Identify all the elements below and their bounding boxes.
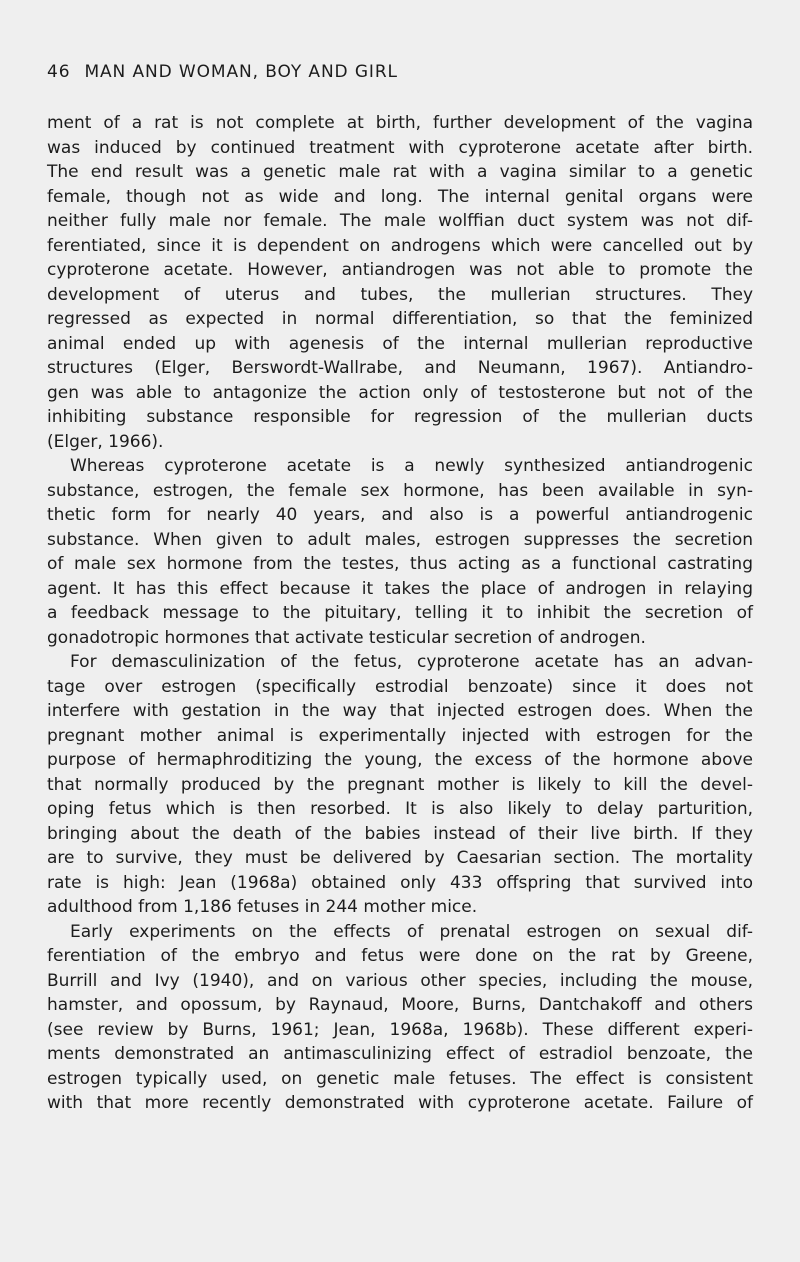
text-line: agent. It has this effect because it takes the place of androgen in relaying [47,578,753,599]
page-number: 46 [47,62,71,82]
text-line: substance, estrogen, the female sex hormone, has been available in syn- [47,480,753,501]
paragraph [47,650,753,920]
text-line: development of uterus and tubes, the mullerian structures. They [47,284,753,305]
text-line: that normally produced by the pregnant mother is likely to kill the devel- [47,774,753,795]
body-text [47,111,753,1116]
text-line: with that more recently demonstrated with cyproterone acetate. Failure of [47,1093,753,1113]
text-line: a feedback message to the pituitary, telling it to inhibit the secretion of [47,603,753,623]
text-line: female, though not as wide and long. The internal genital organs were [47,186,753,207]
text-line: regressed as expected in normal differentiation, so that the feminized [47,309,753,329]
text-line: Burrill and Ivy (1940), and on various other species, including the mouse, [47,970,753,991]
text-line: inhibiting substance responsible for regression of the mullerian ducts [47,407,753,427]
text-line: estrogen typically used, on genetic male fetuses. The effect is consistent [47,1068,753,1089]
text-line: animal ended up with agenesis of the internal mullerian reproductive [47,333,753,354]
text-line: are to survive, they must be delivered by Caesarian section. The mortality [47,848,753,868]
text-line: thetic form for nearly 40 years, and also is a powerful antiandrogenic [47,505,753,525]
paragraph [47,111,753,454]
text-line: oping fetus which is then resorbed. It is also likely to delay parturition, [47,799,753,819]
running-head [47,62,398,82]
text-line: For demasculinization of the fetus, cyproterone acetate has an advan- [70,652,753,672]
text-line: tage over estrogen (specifically estrodial benzoate) since it does not [47,676,753,697]
text-line: ferentiated, since it is dependent on androgens which were cancelled out by [47,235,753,256]
paragraph [47,920,753,1116]
text-line: ments demonstrated an antimasculinizing effect of estradiol benzoate, the [47,1044,753,1064]
text-line: substance. When given to adult males, estrogen suppresses the secretion [47,529,753,550]
text-line: purpose of hermaphroditizing the young, the excess of the hormone above [47,750,753,770]
text-line: Whereas cyproterone acetate is a newly synthesized antiandrogenic [70,456,753,476]
text-line: hamster, and opossum, by Raynaud, Moore, Burns, Dantchakoff and others [47,995,753,1015]
text-line: rate is high: Jean (1968a) obtained only 433 offspring that survived into [47,872,753,893]
text-line: gen was able to antagonize the action only of testosterone but not of the [47,382,753,403]
text-line: pregnant mother animal is experimentally injected with estrogen for the [47,725,753,746]
text-line: structures (Elger, Berswordt-Wallrabe, and Neumann, 1967). Antiandro- [47,358,753,378]
text-line: gonadotropic hormones that activate testicular secretion of androgen. [47,627,646,648]
text-line: (Elger, 1966). [47,431,164,452]
book-title: MAN AND WOMAN, BOY AND GIRL [84,62,398,82]
text-line: neither fully male nor female. The male wolffian duct system was not dif- [47,211,753,231]
text-line: ferentiation of the embryo and fetus were done on the rat by Greene, [47,946,753,966]
text-line: bringing about the death of the babies instead of their live birth. If they [47,823,753,844]
text-line: was induced by continued treatment with cyproterone acetate after birth. [47,137,753,158]
text-line: of male sex hormone from the testes, thus acting as a functional castrating [47,554,753,574]
text-line: Early experiments on the effects of prenatal estrogen on sexual dif- [70,921,753,942]
text-line: ment of a rat is not complete at birth, further development of the vagina [47,113,753,133]
text-line: cyproterone acetate. However, antiandrogen was not able to promote the [47,260,753,280]
paragraph [47,454,753,650]
text-line: interfere with gestation in the way that injected estrogen does. When the [47,701,753,721]
text-line: The end result was a genetic male rat with a vagina similar to a genetic [47,162,753,182]
text-line: (see review by Burns, 1961; Jean, 1968a, 1968b). These different experi- [47,1019,753,1040]
text-line: adulthood from 1,186 fetuses in 244 mother mice. [47,897,478,917]
